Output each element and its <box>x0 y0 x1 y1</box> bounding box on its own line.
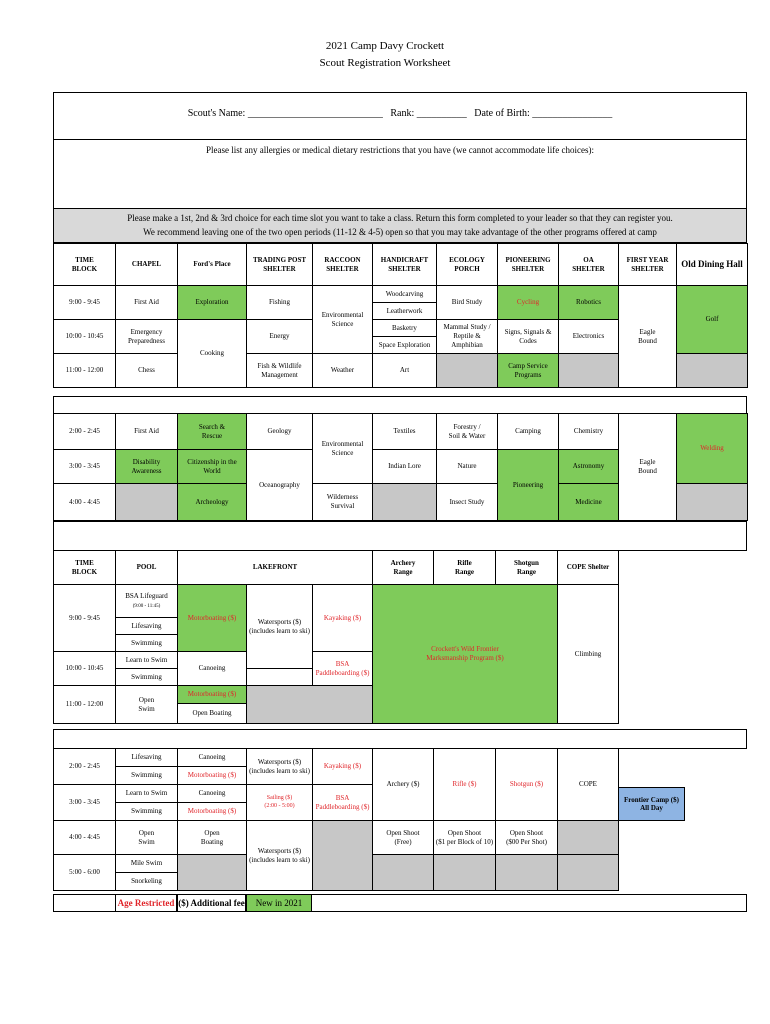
class-cell[interactable]: Motorboating ($) <box>178 686 247 704</box>
header-pool: POOL <box>116 551 178 585</box>
merit-badge-table <box>53 243 748 388</box>
class-cell[interactable]: Astronomy <box>559 450 619 484</box>
class-cell[interactable]: Learn to Swim <box>116 652 178 669</box>
class-cell[interactable]: Sailing ($) (2:00 - 5:00) <box>247 785 313 821</box>
class-cell[interactable]: Open Shoot (Free) <box>373 821 434 855</box>
class-cell[interactable]: Cycling <box>498 286 559 320</box>
class-cell[interactable]: Woodcarving <box>373 286 437 303</box>
class-cell[interactable]: Kayaking ($) <box>313 749 373 785</box>
unavailable-cell <box>116 484 178 521</box>
class-cell[interactable]: Watersports ($) (includes learn to ski) <box>247 749 313 785</box>
section-break-strip-2 <box>53 729 747 749</box>
class-cell[interactable]: Snorkeling <box>116 873 178 891</box>
class-cell[interactable]: Open Shoot ($1 per Block of 10) <box>434 821 496 855</box>
class-cell[interactable]: COPE <box>558 749 619 821</box>
class-cell[interactable]: Rifle ($) <box>434 749 496 821</box>
class-cell[interactable]: Camping <box>498 414 559 450</box>
class-cell[interactable]: Motorboating ($) <box>178 803 247 821</box>
unavailable-cell <box>496 855 558 891</box>
divider <box>54 139 746 140</box>
registration-form <box>53 92 747 209</box>
class-cell[interactable]: Nature <box>437 450 498 484</box>
class-cell[interactable]: Mile Swim <box>116 855 178 873</box>
class-cell[interactable]: Motorboating ($) <box>178 585 247 652</box>
class-cell[interactable]: Archery ($) <box>373 749 434 821</box>
time-slot: 4:00 - 4:45 <box>54 484 116 521</box>
time-slot: 10:00 - 10:45 <box>54 652 116 686</box>
lunch-break-strip <box>53 396 747 414</box>
class-cell[interactable]: Space Exploration <box>373 337 437 354</box>
header-handicraft: HANDICRAFT SHELTER <box>373 244 437 286</box>
header-shotgun: Shotgun Range <box>496 551 558 585</box>
class-cell[interactable]: Cooking <box>178 320 247 388</box>
class-cell[interactable]: Eagle Bound <box>619 414 677 521</box>
class-cell[interactable]: Golf <box>677 286 748 354</box>
class-cell[interactable]: Kayaking ($) <box>313 585 373 652</box>
header-lakefront: LAKEFRONT <box>178 551 373 585</box>
class-cell[interactable]: Exploration <box>178 286 247 320</box>
class-cell[interactable]: Canoeing <box>178 785 247 803</box>
class-cell[interactable]: BSA Paddleboarding ($) <box>313 652 373 686</box>
class-cell[interactable]: Welding <box>677 414 748 484</box>
class-cell[interactable]: Camp Service Programs <box>498 354 559 388</box>
time-slot: 9:00 - 9:45 <box>54 286 116 320</box>
class-cell[interactable]: Electronics <box>559 320 619 354</box>
frontier-camp-cell[interactable] <box>618 787 685 821</box>
merit-badge-table-afternoon <box>53 413 748 521</box>
class-cell[interactable]: Citizenship in the World <box>178 450 247 484</box>
time-slot: 9:00 - 9:45 <box>54 585 116 652</box>
class-cell[interactable]: Oceanography <box>247 450 313 521</box>
frontier-camp-sub: All Day <box>640 804 663 812</box>
header-cope: COPE Shelter <box>558 551 619 585</box>
time-slot: 2:00 - 2:45 <box>54 749 116 785</box>
unavailable-cell <box>373 855 434 891</box>
unavailable-cell <box>558 821 619 855</box>
class-cell[interactable]: Swimming <box>116 803 178 821</box>
page-subtitle: Scout Registration Worksheet <box>319 57 451 69</box>
blank-cell <box>619 551 748 585</box>
header-fords-place: Ford's Place <box>178 244 247 286</box>
class-cell[interactable]: Swimming <box>116 669 178 686</box>
class-cell[interactable]: Lifesaving <box>116 618 178 635</box>
class-cell[interactable]: Bird Study <box>437 286 498 320</box>
class-cell[interactable]: Signs, Signals & Codes <box>498 320 559 354</box>
class-cell[interactable]: Robotics <box>559 286 619 320</box>
time-slot: 4:00 - 4:45 <box>54 821 116 855</box>
class-cell[interactable]: Leatherwork <box>373 303 437 320</box>
class-cell[interactable]: Swimming <box>116 635 178 652</box>
class-cell[interactable]: Disability Awareness <box>116 450 178 484</box>
class-cell[interactable]: First Aid <box>116 286 178 320</box>
class-cell[interactable]: Mammal Study / Reptile & Amphibian <box>437 320 498 354</box>
class-cell[interactable]: Canoeing <box>178 652 247 686</box>
rank-field[interactable]: Rank: __________ <box>390 108 467 119</box>
class-cell[interactable]: Open Shoot ($00 Per Shot) <box>496 821 558 855</box>
scout-name-field[interactable]: Scout's Name: ___________________________ <box>187 108 383 119</box>
legend-new-2021: New in 2021 <box>246 894 312 912</box>
class-cell[interactable]: Open Swim <box>116 686 178 724</box>
class-cell[interactable]: Basketry <box>373 320 437 337</box>
class-cell[interactable]: Eagle Bound <box>619 286 677 388</box>
class-cell[interactable]: Canoeing <box>178 749 247 767</box>
instruction-line-2: We recommend leaving one of the two open periods (11-12 & 4-5) open so that you may take advantage of the other programs offered at camp <box>143 227 657 237</box>
unavailable-cell <box>559 354 619 388</box>
class-cell[interactable]: Fish & Wildlife Management <box>247 354 313 388</box>
class-cell[interactable]: Crockett's Wild Frontier Marksmanship Program ($) <box>373 585 558 724</box>
class-cell[interactable]: Open Boating <box>178 821 247 855</box>
class-cell[interactable]: Energy <box>247 320 313 354</box>
header-pioneering: PIONEERING SHELTER <box>498 244 559 286</box>
class-cell[interactable]: Art <box>373 354 437 388</box>
class-cell[interactable]: Open Swim <box>116 821 178 855</box>
class-cell[interactable]: Learn to Swim <box>116 785 178 803</box>
class-cell[interactable]: Motorboating ($) <box>178 767 247 785</box>
class-cell[interactable]: Watersports ($) (includes learn to ski) <box>247 821 313 891</box>
scout-info-line <box>54 108 746 119</box>
legend-age-restricted: Age Restricted <box>115 894 177 912</box>
header-chapel: CHAPEL <box>116 244 178 286</box>
time-slot: 11:00 - 12:00 <box>54 686 116 724</box>
unavailable-cell <box>434 855 496 891</box>
header-ecology: ECOLOGY PORCH <box>437 244 498 286</box>
class-cell[interactable]: Textiles <box>373 414 437 450</box>
unavailable-cell <box>558 855 619 891</box>
class-cell[interactable]: Lifesaving <box>116 749 178 767</box>
class-cell[interactable]: Watersports ($) (includes learn to ski) <box>247 585 313 669</box>
class-cell[interactable]: BSA Lifeguard (9:00 - 11:45) <box>116 585 178 618</box>
time-slot: 5:00 - 6:00 <box>54 855 116 891</box>
unavailable-cell <box>313 821 373 891</box>
time-slot: 11:00 - 12:00 <box>54 354 116 388</box>
class-cell[interactable]: Chess <box>116 354 178 388</box>
instruction-line-1: Please make a 1st, 2nd & 3rd choice for each time slot you want to take a class. Return this form completed to your leader so that they can register you. <box>127 213 673 223</box>
class-cell[interactable]: Search & Rescue <box>178 414 247 450</box>
class-cell[interactable]: BSA Paddleboarding ($) <box>313 785 373 821</box>
header-oa: OA SHELTER <box>559 244 619 286</box>
class-cell[interactable]: Forestry / Soil & Water <box>437 414 498 450</box>
aquatics-range-table <box>53 550 748 724</box>
class-cell[interactable]: Weather <box>313 354 373 388</box>
class-cell[interactable]: Shotgun ($) <box>496 749 558 821</box>
allergy-input[interactable] <box>58 161 742 203</box>
class-cell[interactable]: Pioneering <box>498 450 559 521</box>
class-cell[interactable]: Fishing <box>247 286 313 320</box>
class-cell[interactable]: Insect Study <box>437 484 498 521</box>
allergy-label: Please list any allergies or medical dietary restrictions that you have (we cannot accommodate life choices): <box>206 145 594 155</box>
header-rifle: Rifle Range <box>434 551 496 585</box>
class-cell[interactable]: Emergency Preparedness <box>116 320 178 354</box>
class-cell[interactable]: Medicine <box>559 484 619 521</box>
unavailable-cell <box>677 354 748 388</box>
header-raccoon: RACCOON SHELTER <box>313 244 373 286</box>
time-slot: 3:00 - 3:45 <box>54 785 116 821</box>
frontier-camp-label: Frontier Camp ($) <box>624 796 679 804</box>
class-cell[interactable]: Wilderness Survival <box>313 484 373 521</box>
unavailable-cell <box>437 354 498 388</box>
header-time-block: TIME BLOCK <box>54 244 116 286</box>
dob-field[interactable]: Date of Birth: ________________ <box>474 108 613 119</box>
class-cell[interactable]: First Aid <box>116 414 178 450</box>
class-cell[interactable]: Climbing <box>558 585 619 724</box>
header-dining-hall: Old Dining Hall <box>677 244 748 286</box>
section-break-strip <box>53 521 747 551</box>
class-cell[interactable]: Open Boating <box>178 704 247 724</box>
header-archery: Archery Range <box>373 551 434 585</box>
blank-cell <box>247 669 313 686</box>
header-first-year: FIRST YEAR SHELTER <box>619 244 677 286</box>
header-time-block: TIME BLOCK <box>54 551 116 585</box>
instructions-band <box>53 209 747 243</box>
page-title: 2021 Camp Davy Crockett <box>325 40 445 52</box>
blank-cell <box>619 585 748 724</box>
class-cell[interactable]: Environmental Science <box>313 414 373 484</box>
time-slot: 3:00 - 3:45 <box>54 450 116 484</box>
time-slot: 2:00 - 2:45 <box>54 414 116 450</box>
unavailable-cell <box>178 855 247 891</box>
unavailable-cell <box>677 484 748 521</box>
header-trading-post: TRADING POST SHELTER <box>247 244 313 286</box>
class-cell[interactable]: Swimming <box>116 767 178 785</box>
legend-additional-fee: ($) Additional fee <box>177 894 246 912</box>
unavailable-cell <box>373 484 437 521</box>
class-cell[interactable]: Chemistry <box>559 414 619 450</box>
unavailable-cell <box>247 686 373 724</box>
class-cell[interactable]: Geology <box>247 414 313 450</box>
class-cell[interactable]: Environmental Science <box>313 286 373 354</box>
class-cell[interactable]: Archeology <box>178 484 247 521</box>
class-cell[interactable]: Indian Lore <box>373 450 437 484</box>
time-slot: 10:00 - 10:45 <box>54 320 116 354</box>
